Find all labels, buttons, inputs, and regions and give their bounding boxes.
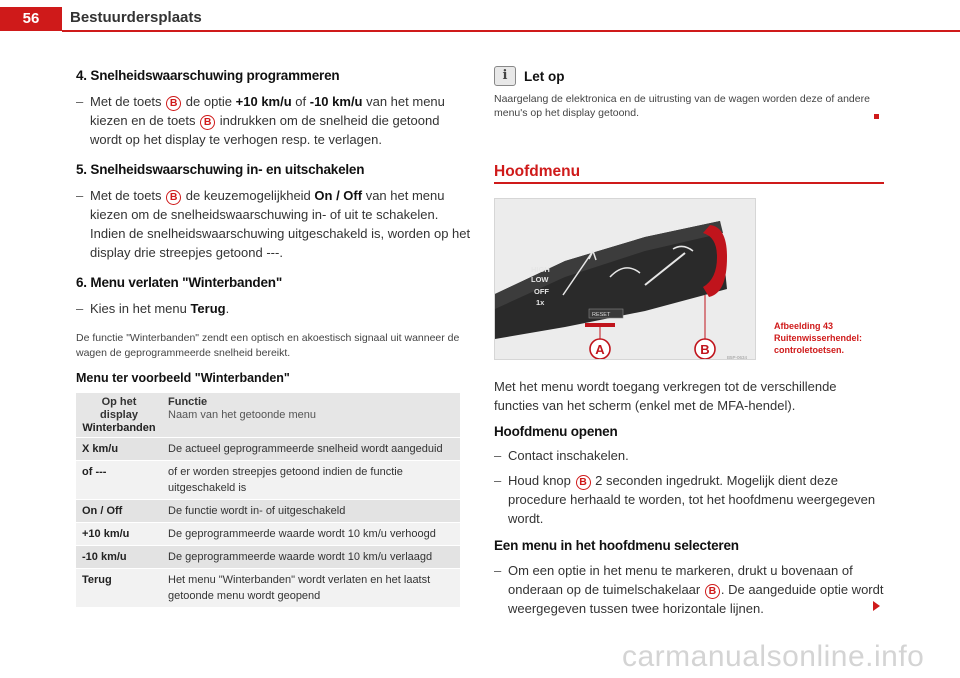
intro-paragraph: Met het menu wordt toegang verkregen tot de verschillende functies van het scherm (enkel met de MFA-hendel). bbox=[494, 379, 837, 413]
heading-select-menu: Een menu in het hoofdmenu selecteren bbox=[494, 538, 739, 553]
watermark: carmanualsonline.info bbox=[622, 640, 925, 673]
button-b-marker: B bbox=[576, 475, 591, 490]
table-header-display: Op het display Winterbanden bbox=[76, 393, 162, 438]
page-number: 56 bbox=[0, 7, 62, 31]
header-divider bbox=[62, 30, 960, 32]
stalk-label: LOW bbox=[531, 275, 549, 284]
table-row: of --- of er worden streepjes getoond indien de functie uitgeschakeld is bbox=[76, 461, 460, 500]
stalk-label: HIGH bbox=[531, 265, 550, 274]
stalk-label: 1x bbox=[536, 298, 545, 307]
right-column bbox=[494, 66, 890, 616]
bullet-ignition: – Contact inschakelen. bbox=[494, 446, 884, 465]
table-header-function: Functie Naam van het getoonde menu bbox=[162, 393, 460, 438]
left-column bbox=[76, 68, 471, 607]
bullet-step-5: – Met de toets B de keuzemogelijkheid On / Off van het menu kiezen om de snelheidswaarschuwing in- of uit te schakelen. Indien de snelheidswaarschuwing uitgeschakeld is, worden op het display drie streepjes getoond ---. bbox=[76, 186, 471, 262]
callout-b-label: B bbox=[700, 342, 710, 357]
table-row: X km/u De actueel geprogrammeerde snelheid wordt aangeduid bbox=[76, 438, 460, 461]
stalk-label: OFF bbox=[534, 287, 549, 296]
winter-tires-menu-table bbox=[76, 393, 460, 607]
heading-open-menu: Hoofdmenu openen bbox=[494, 424, 618, 439]
heading-step-4: 4. Snelheidswaarschuwing programmeren bbox=[76, 68, 340, 83]
section-divider bbox=[494, 182, 884, 184]
figure-caption: Afbeelding 43 Ruitenwisserhendel: controletoetsen. bbox=[774, 321, 863, 355]
reset-label: RESET bbox=[592, 312, 611, 318]
note-text: Naargelang de elektronica en de uitrusting van de wagen worden deze of andere menu's op het display getoond. bbox=[494, 93, 870, 119]
table-header-row bbox=[76, 393, 460, 438]
button-b-marker: B bbox=[166, 96, 181, 111]
image-code: B5P-0634 bbox=[727, 355, 748, 360]
table-row: -10 km/u De geprogrammeerde waarde wordt 10 km/u verlaagd bbox=[76, 546, 460, 569]
note-header bbox=[494, 66, 890, 86]
continue-arrow-icon bbox=[873, 601, 880, 611]
info-icon: i bbox=[494, 66, 516, 86]
table-title: Menu ter voorbeeld "Winterbanden" bbox=[76, 371, 290, 385]
section-title: Bestuurdersplaats bbox=[70, 9, 202, 26]
table-row: Terug Het menu "Winterbanden" wordt verlaten en het laatst getoonde menu wordt geopend bbox=[76, 569, 460, 608]
function-note: De functie "Winterbanden" zendt een optisch en akoestisch signaal uit wanneer de wagen de geprogrammeerde snelheid bereikt. bbox=[76, 332, 460, 359]
page-header bbox=[0, 0, 960, 36]
button-b-marker: B bbox=[200, 115, 215, 130]
table-row: On / Off De functie wordt in- of uitgeschakeld bbox=[76, 500, 460, 523]
button-b-marker: B bbox=[705, 584, 720, 599]
wiper-lever-illustration bbox=[495, 199, 756, 360]
bullet-step-6: – Kies in het menu Terug. bbox=[76, 299, 471, 318]
wiper-lever-figure bbox=[494, 198, 756, 360]
button-b-marker: B bbox=[166, 190, 181, 205]
bullet-select-option: – Om een optie in het menu te markeren, drukt u bovenaan of onderaan op de tuimelschakelaar B . De aangeduide optie wordt weergegeven tussen twee horizontale lijnen. bbox=[494, 561, 884, 618]
section-heading-hoofdmenu: Hoofdmenu bbox=[494, 163, 581, 180]
table-row: +10 km/u De geprogrammeerde waarde wordt 10 km/u verhoogd bbox=[76, 523, 460, 546]
note-title: Let op bbox=[524, 68, 565, 84]
bullet-step-4: – Met de toets B de optie +10 km/u of -10 km/u van het menu kiezen en de toets B indrukken om de snelheid die getoond wordt op het display te verhogen resp. te verlagen. bbox=[76, 92, 471, 149]
section-end-marker bbox=[874, 114, 879, 119]
callout-a-label: A bbox=[595, 342, 605, 357]
heading-step-6: 6. Menu verlaten "Winterbanden" bbox=[76, 275, 283, 290]
heading-step-5: 5. Snelheidswaarschuwing in- en uitschakelen bbox=[76, 162, 365, 177]
bullet-hold-button: – Houd knop B 2 seconden ingedrukt. Mogelijk dient deze procedure herhaald te worden, tot het hoofdmenu weergegeven wordt. bbox=[494, 471, 884, 528]
